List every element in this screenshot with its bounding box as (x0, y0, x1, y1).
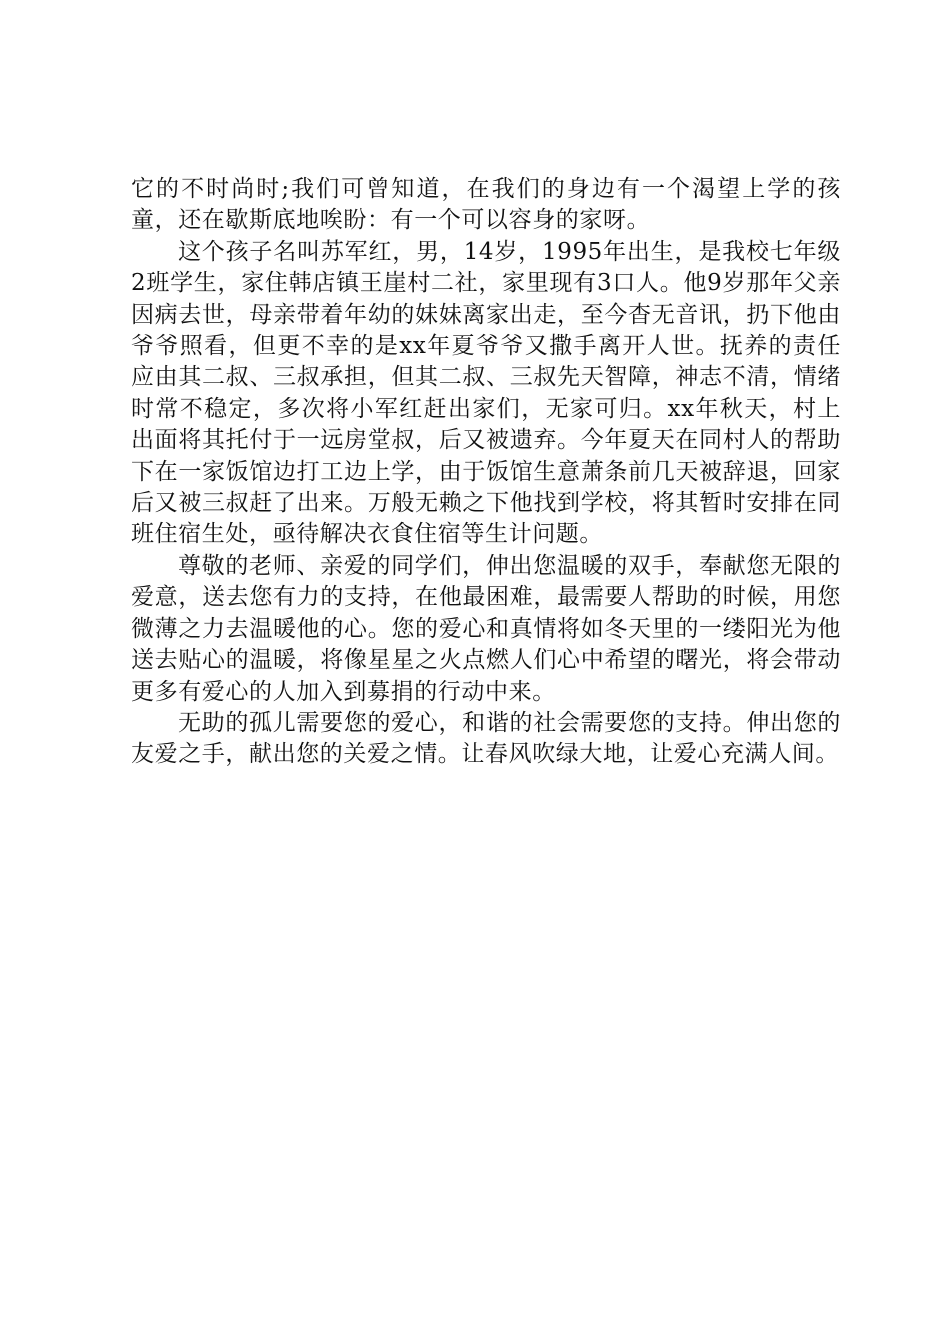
paragraph-continuation: 它的不时尚时;我们可曾知道，在我们的身边有一个渴望上学的孩童，还在歇斯底地唉盼：有一个可以容身的家呀。 (131, 176, 841, 234)
paragraph-closing: 无助的孤儿需要您的爱心，和谐的社会需要您的支持。伸出您的友爱之手，献出您的关爱之情。让春风吹绿大地，让爱心充满人间。 (131, 709, 841, 768)
paragraph-appeal: 尊敬的老师、亲爱的同学们，伸出您温暖的双手，奉献您无限的爱意，送去您有力的支持，在他最困难，最需要人帮助的时候，用您微薄之力去温暖他的心。您的爱心和真情将如冬天里的一缕阳光为他送去贴心的温暖，将像星星之火点燃人们心中希望的曙光，将会带动更多有爱心的人加入到募捐的行动中来。 (131, 552, 841, 705)
document-body (131, 174, 841, 771)
paragraph-orphan-story: 这个孩子名叫苏军红，男，14岁，1995年出生，是我校七年级2班学生，家住韩店镇王崖村二社，家里现有3口人。他9岁那年父亲因病去世，母亲带着年幼的妹妹离家出走，至今杳无音讯，扔下他由爷爷照看，但更不幸的是xx年夏爷爷又撒手离开人世。抚养的责任应由其二叔、三叔承担，但其二叔、三叔先天智障，神志不清，情绪时常不稳定，多次将小军红赶出家们，无家可归。xx年秋天，村上出面将其托付于一远房堂叔，后又被遗弃。今年夏天在同村人的帮助下在一家饭馆边打工边上学，由于饭馆生意萧条前几天被辞退，回家后又被三叔赶了出来。万般无赖之下他找到学校，将其暂时安排在同班住宿生处，亟待解决衣食住宿等生计问题。 (131, 238, 841, 548)
